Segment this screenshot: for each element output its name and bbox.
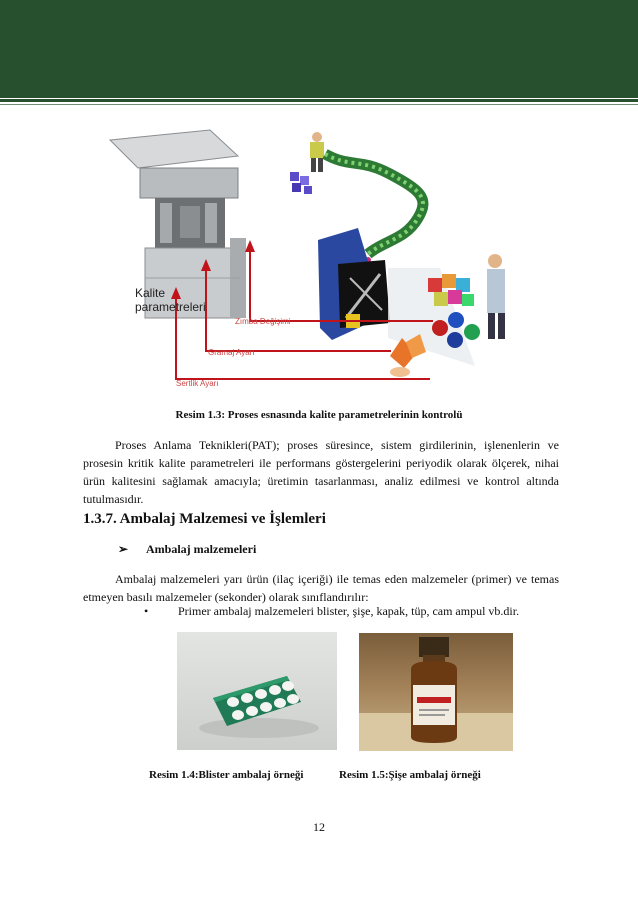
header-banner [0,0,638,98]
section-heading: 1.3.7. Ambalaj Malzemesi ve İşlemleri [83,511,326,527]
weight-adjustment-label: Gramaj Ayarı [208,348,255,357]
hardness-adjustment-label: Sertlik Ayarı [176,379,219,388]
header-rule-thin [0,104,638,105]
page-number: 12 [313,820,325,834]
bullet-item [144,604,519,619]
arrow-bullet-icon: ➢ [118,542,129,556]
blister-pack-icon [177,632,337,750]
subheading [118,542,256,557]
figure-1-4-caption: Resim 1.4:Blister ambalaj örneği [149,769,304,781]
colored-blocks-icon [428,274,474,306]
bullet-dot-icon: • [144,604,149,618]
header-rule [0,99,638,102]
quality-parameters-label: Kalite parametreleri [135,286,206,314]
packaging-paragraph: Ambalaj malzemeleri yarı ürün (ilaç içeriği) ile temas eden malzemeler (primer) ve temas etmeyen basılı malzemeler (sekonder) olarak sınıflandırılır: [83,572,559,604]
blister-photo [177,632,337,750]
medicine-bottle-icon [359,633,513,751]
figure-1-5-caption: Resim 1.5:Şişe ambalaj örneği [339,769,481,781]
cubes-icon [290,172,312,194]
bullet-text: Primer ambalaj malzemeleri blister, şişe, kapak, tüp, cam ampul vb.dir. [178,604,520,618]
inspector-figure-icon [487,254,505,339]
bottle-photo [359,633,513,751]
punch-change-label: Zımba Değişimi [235,317,291,326]
operator-figure-icon [310,132,324,172]
subheading-text: Ambalaj malzemeleri [146,542,257,556]
figure-1-3-caption: Resim 1.3: Proses esnasında kalite parametrelerinin kontrolü [175,409,463,421]
pat-paragraph: Proses Anlama Teknikleri(PAT); proses süresince, sistem girdilerinin, işlenenlerin ve prosesin kritik kalite parametreleri ile performans göstergelerini periyodik olarak ölçerek, nihai ürün kalitesini sağlamak amacıyla; üretimin tasarlanması, analiz edilmesi ve kontrol altında tutulmasıdır. [83,438,559,506]
process-control-illustration [100,128,540,393]
